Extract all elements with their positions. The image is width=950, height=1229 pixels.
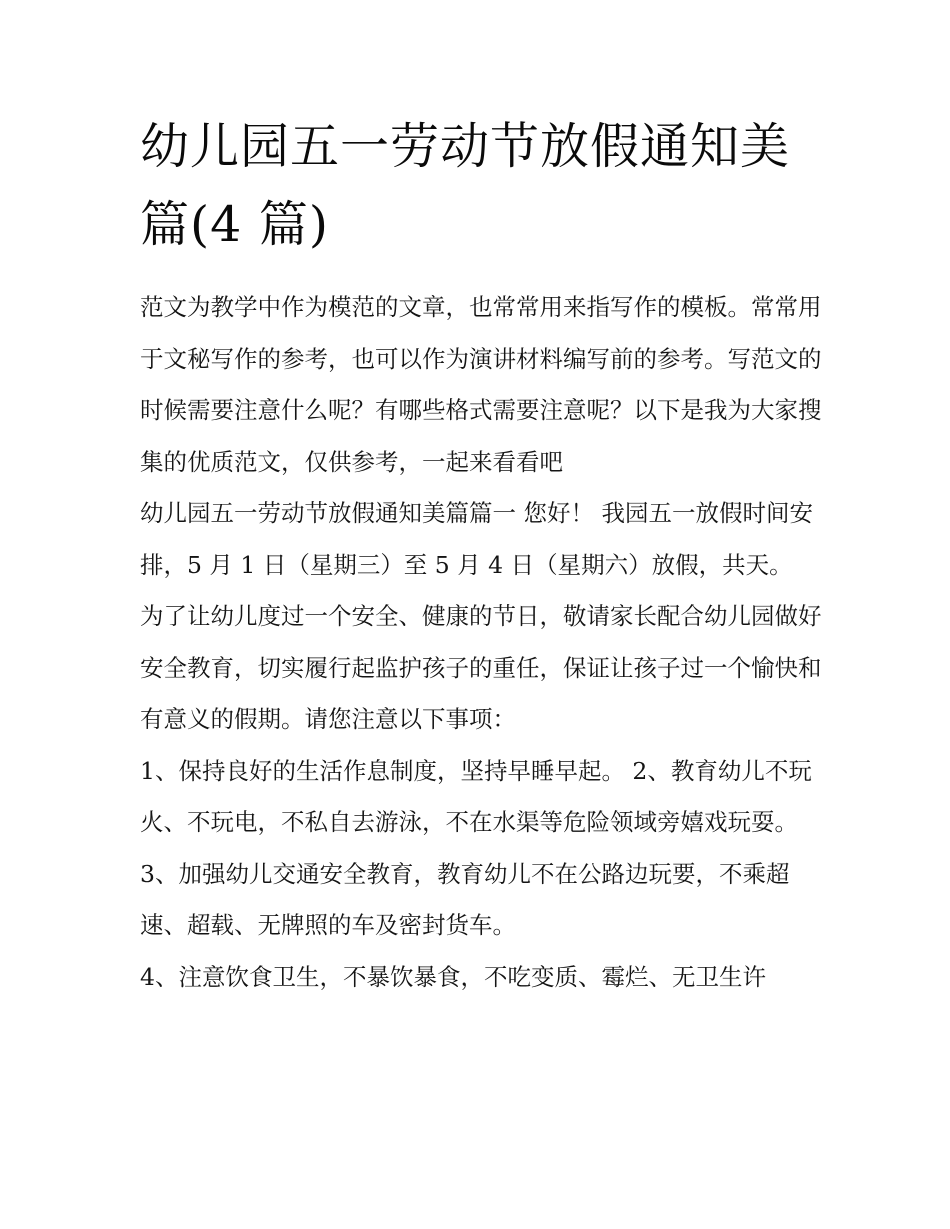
item-4-paragraph: 4、注意饮食卫生，不暴饮暴食，不吃变质、霉烂、无卫生许 (140, 962, 766, 991)
intro-paragraph: 范文为教学中作为模范的文章，也常常用来指写作的模板。常常用于文秘写作的参考，也可以作为演讲材料编写前的参考。写范文的时候需要注意什么呢？有哪些格式需要注意呢？以下是我为大家搜集的优质范文，仅供参考，一起来看看吧 (140, 293, 822, 476)
notice-paragraph: 幼儿园五一劳动节放假通知美篇篇一 您好！ 我园五一放假时间安排，5 月 1 日（星期三）至 5 月 4 日（星期六）放假，共天。 (140, 499, 813, 579)
item-1-2-paragraph: 1、保持良好的生活作息制度，坚持早睡早起。 2、教育幼儿不玩火、不玩电，不私自去游泳，不在水渠等危险领域旁嬉戏玩耍。 (140, 756, 812, 836)
document-title-line-1: 幼儿园五一劳动节放假通知美 (140, 118, 791, 175)
document-title (140, 108, 830, 264)
item-3-paragraph: 3、加强幼儿交通安全教育，教育幼儿不在公路边玩要，不乘超速、超载、无牌照的车及密封货车。 (140, 859, 790, 939)
document-body (140, 282, 830, 1003)
document-content (140, 108, 830, 1003)
safety-paragraph: 为了让幼儿度过一个安全、健康的节日，敬请家长配合幼儿园做好安全教育，切实履行起监护孩子的重任，保证让孩子过一个愉快和有意义的假期。请您注意以下事项： (140, 602, 822, 733)
document-title-line-2: 篇(4 篇) (140, 196, 329, 253)
